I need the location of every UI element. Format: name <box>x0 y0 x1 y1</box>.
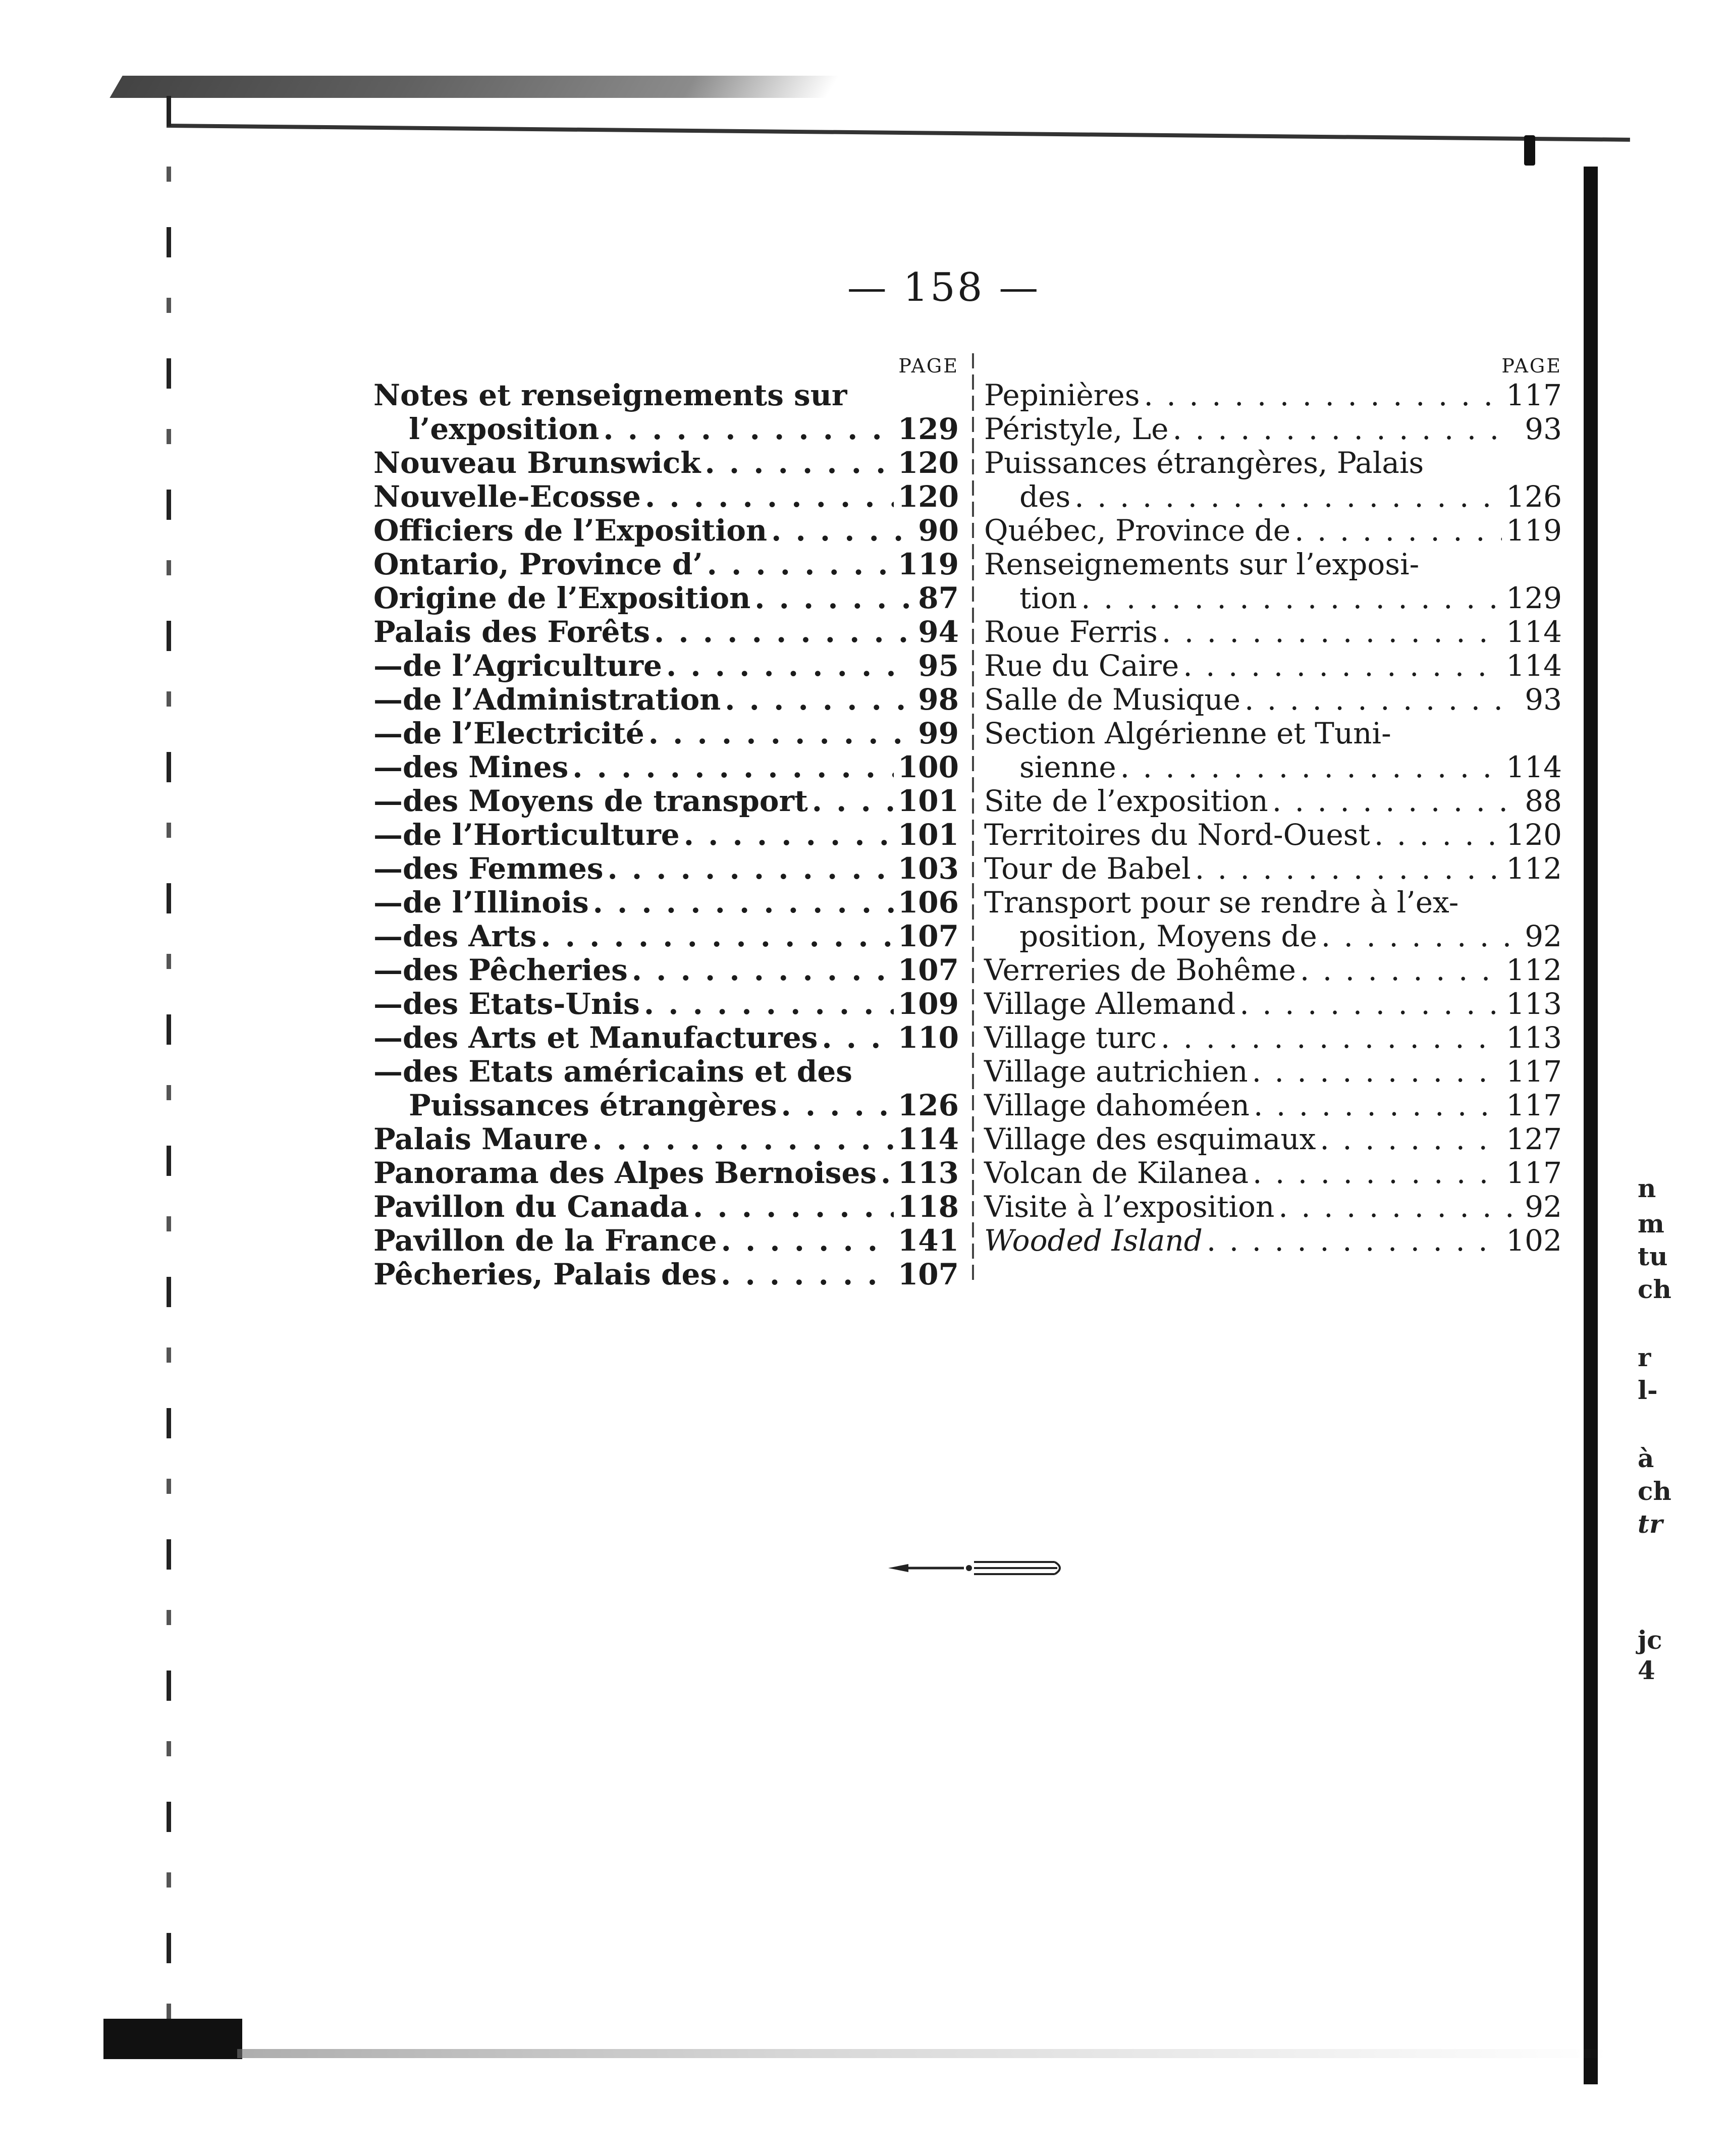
bleed-through-text: tu <box>1638 1242 1668 1271</box>
index-entry <box>373 1190 959 1224</box>
index-entry-label: Pavillon de la France <box>373 1223 717 1258</box>
index-entry-label: Verreries de Bohême <box>984 953 1296 987</box>
index-entry <box>984 514 1562 548</box>
index-entry <box>984 649 1562 683</box>
index-entry-list <box>373 379 959 1291</box>
index-entry-label: Puissances étrangères <box>409 1088 777 1122</box>
index-entry-page: 101 <box>897 784 959 818</box>
index-entry-page: 94 <box>918 615 959 649</box>
column-header: PAGE <box>1501 355 1562 377</box>
index-entry <box>373 784 959 818</box>
dot-leader <box>593 886 894 920</box>
index-entry-page: 129 <box>1506 581 1562 615</box>
scan-artifact-top-bar <box>110 76 839 98</box>
index-entry-page: 120 <box>897 446 959 480</box>
dot-leader <box>1245 683 1513 717</box>
index-entry-page: 113 <box>897 1156 959 1190</box>
dot-leader <box>572 750 894 784</box>
index-entry-page: 120 <box>897 479 959 514</box>
index-entry-label: Ontario, Province d’ <box>373 547 703 581</box>
index-entry <box>984 1089 1562 1122</box>
index-entry <box>373 514 959 548</box>
index-entry-page: 100 <box>897 750 959 784</box>
index-entry <box>984 480 1562 514</box>
dot-leader <box>705 446 893 480</box>
index-entry-label: Wooded Island <box>984 1223 1203 1258</box>
bleed-through-text: ch <box>1638 1476 1671 1506</box>
dot-leader <box>1300 953 1502 987</box>
index-entry-page: 92 <box>1525 1190 1562 1224</box>
scan-artifact-right-bar <box>1584 167 1598 2084</box>
index-entry <box>984 1122 1562 1156</box>
index-entry-label: Site de l’exposition <box>984 784 1268 818</box>
index-entry-label: Origine de l’Exposition <box>373 581 751 615</box>
dot-leader <box>1195 852 1502 886</box>
index-entry <box>984 818 1562 852</box>
dot-leader <box>721 1224 894 1258</box>
index-entry <box>984 412 1562 446</box>
index-entry <box>373 446 959 480</box>
index-entry-label: —de l’Administration <box>373 682 721 717</box>
dot-leader <box>1161 1021 1502 1055</box>
index-entry-label: position, Moyens de <box>1019 919 1317 953</box>
dot-leader <box>822 1021 894 1055</box>
index-entry-label: Volcan de Kilanea <box>984 1156 1249 1190</box>
index-entry-label: Palais des Forêts <box>373 615 651 649</box>
index-entry-label: Officiers de l’Exposition <box>373 513 768 548</box>
index-entry-label: Pêcheries, Palais des <box>373 1257 717 1291</box>
column-header: PAGE <box>898 355 959 377</box>
index-entry-page: 88 <box>1525 784 1562 818</box>
index-entry-label: sienne <box>1019 750 1116 784</box>
index-entry-label: —des Moyens de transport <box>373 784 808 818</box>
index-entry <box>984 1055 1562 1089</box>
index-entry-page: 119 <box>1506 513 1562 548</box>
scan-artifact-top-line <box>167 124 1630 142</box>
dot-leader <box>645 480 894 514</box>
scan-artifact-ink-mark <box>1524 135 1535 166</box>
index-entry-list <box>984 379 1562 1258</box>
dot-leader <box>1321 920 1513 953</box>
dot-leader <box>1374 818 1502 852</box>
bleed-through-text: à <box>1638 1443 1654 1473</box>
index-entry-page: 112 <box>1506 953 1562 987</box>
dot-leader <box>771 514 910 548</box>
index-entry <box>373 581 959 615</box>
index-entry-page: 107 <box>897 919 959 953</box>
index-entry-page: 109 <box>897 987 959 1021</box>
index-entry-label: des <box>1019 479 1071 514</box>
index-entry <box>984 548 1562 581</box>
index-entry <box>373 412 959 446</box>
dot-leader <box>1320 1122 1502 1156</box>
index-entry-label: Roue Ferris <box>984 615 1158 649</box>
index-entry-page: 120 <box>1506 818 1562 852</box>
index-entry <box>373 1156 959 1190</box>
index-entry-label: Village turc <box>984 1020 1157 1055</box>
index-entry-label: —des Pêcheries <box>373 953 628 987</box>
index-entry-label: —des Mines <box>373 750 569 784</box>
index-entry-page: 93 <box>1525 682 1562 717</box>
scan-artifact-bottom-smudge <box>237 2049 1610 2058</box>
bleed-through-text: tr <box>1638 1509 1663 1539</box>
index-entry-page: 126 <box>1506 479 1562 514</box>
dot-leader <box>632 953 894 987</box>
index-entry-page: 117 <box>1506 1054 1562 1089</box>
dot-leader <box>707 548 894 581</box>
index-entry-label: Section Algérienne et Tuni- <box>984 716 1391 750</box>
dot-leader <box>721 1258 894 1291</box>
dot-leader <box>1252 1055 1502 1089</box>
dot-leader <box>725 683 910 717</box>
index-entry-label: Nouveau Brunswick <box>373 446 701 480</box>
dot-leader <box>592 1122 894 1156</box>
index-entry <box>373 480 959 514</box>
dot-leader <box>1278 1190 1513 1224</box>
index-entry <box>984 1021 1562 1055</box>
dot-leader <box>1254 1089 1502 1122</box>
index-entry <box>373 1122 959 1156</box>
index-entry-page: 114 <box>897 1122 959 1156</box>
index-entry-page: 92 <box>1525 919 1562 953</box>
index-entry <box>373 379 959 412</box>
dot-leader <box>608 852 894 886</box>
index-entry-label: Notes et renseignements sur <box>373 378 847 412</box>
bleed-through-text: l- <box>1638 1375 1658 1405</box>
dot-leader <box>754 581 910 615</box>
index-entry-page: 110 <box>897 1020 959 1055</box>
index-entry <box>373 1224 959 1258</box>
index-column-right <box>984 353 1562 1258</box>
dot-leader <box>693 1190 894 1224</box>
scan-artifact-bottom-left-block <box>103 2019 242 2059</box>
index-entry <box>373 818 959 852</box>
index-entry-page: 114 <box>1506 615 1562 649</box>
index-entry-page: 93 <box>1525 412 1562 446</box>
index-entry <box>373 717 959 750</box>
dot-leader <box>1081 581 1502 615</box>
index-entry-page: 103 <box>897 851 959 886</box>
index-entry-label: Renseignements sur l’exposi- <box>984 547 1420 581</box>
index-entry-label: Rue du Caire <box>984 649 1179 683</box>
bleed-through-text: n <box>1638 1173 1656 1203</box>
index-entry <box>373 649 959 683</box>
index-entry-label: —des Etats-Unis <box>373 987 640 1021</box>
index-entry-label: Pavillon du Canada <box>373 1190 689 1224</box>
index-entry-page: 141 <box>897 1223 959 1258</box>
index-entry <box>984 379 1562 412</box>
index-entry <box>984 784 1562 818</box>
dot-leader <box>812 784 894 818</box>
index-entry <box>373 1258 959 1291</box>
index-entry-label: tion <box>1019 581 1077 615</box>
dot-leader <box>1162 615 1502 649</box>
index-entry-label: —des Femmes <box>373 851 604 886</box>
index-entry-label: Transport pour se rendre à l’ex- <box>984 885 1459 920</box>
index-entry-label: l’exposition <box>409 412 600 446</box>
index-entry-label: Village dahoméen <box>984 1088 1250 1122</box>
index-entry-label: Péristyle, Le <box>984 412 1169 446</box>
index-entry <box>984 683 1562 717</box>
index-entry <box>373 1021 959 1055</box>
index-entry-label: Tour de Babel <box>984 851 1191 886</box>
index-entry-label: —de l’Illinois <box>373 885 589 920</box>
dot-leader <box>1253 1156 1502 1190</box>
index-entry <box>984 1156 1562 1190</box>
bleed-through-text: m <box>1638 1209 1664 1238</box>
index-entry <box>373 683 959 717</box>
index-entry <box>373 548 959 581</box>
index-entry <box>373 1089 959 1122</box>
index-entry <box>984 750 1562 784</box>
index-entry-page: 118 <box>897 1190 959 1224</box>
index-entry-label: Panorama des Alpes Bernoises <box>373 1156 877 1190</box>
dot-leader <box>540 920 894 953</box>
bleed-through-text: 4 <box>1638 1655 1655 1685</box>
dot-leader <box>684 818 894 852</box>
index-entry <box>373 615 959 649</box>
index-entry-page: 117 <box>1506 378 1562 412</box>
dot-leader <box>666 649 910 683</box>
index-entry-page: 119 <box>897 547 959 581</box>
index-entry <box>984 1190 1562 1224</box>
dot-leader <box>603 412 894 446</box>
index-entry <box>984 987 1562 1021</box>
dot-leader <box>1239 987 1502 1021</box>
index-entry-label: —de l’Electricité <box>373 716 644 750</box>
bleed-through-text: r <box>1638 1342 1651 1372</box>
dot-leader <box>1183 649 1502 683</box>
index-entry <box>984 581 1562 615</box>
index-entry-label: Village des esquimaux <box>984 1122 1316 1156</box>
index-entry-page: 117 <box>1506 1088 1562 1122</box>
dot-leader <box>1294 514 1502 548</box>
index-entry-label: Village autrichien <box>984 1054 1248 1089</box>
index-entry-page: 90 <box>918 513 959 548</box>
index-entry-page: 99 <box>918 716 959 750</box>
index-entry-label: —des Arts et Manufactures <box>373 1020 818 1055</box>
index-entry <box>984 953 1562 987</box>
index-entry-label: Québec, Province de <box>984 513 1291 548</box>
index-entry <box>984 615 1562 649</box>
index-entry-page: 98 <box>918 682 959 717</box>
index-entry-label: Village Allemand <box>984 987 1236 1021</box>
index-entry <box>984 717 1562 750</box>
dot-leader <box>1172 412 1513 446</box>
index-entry-page: 87 <box>918 581 959 615</box>
index-entry <box>984 1224 1562 1258</box>
index-entry-label: —de l’Agriculture <box>373 649 662 683</box>
column-divider <box>972 353 974 1284</box>
index-entry <box>373 920 959 953</box>
index-entry-page: 107 <box>897 953 959 987</box>
index-entry-page: 114 <box>1506 649 1562 683</box>
index-entry-label: —de l’Horticulture <box>373 818 680 852</box>
index-entry-label: —des Arts <box>373 919 537 953</box>
dot-leader <box>648 717 910 750</box>
page-number: — 158 — <box>847 265 1041 310</box>
index-entry-label: Nouvelle-Ecosse <box>373 479 641 514</box>
index-entry-label: —des Etats américains et des <box>373 1054 852 1089</box>
index-entry-page: 114 <box>1506 750 1562 784</box>
index-entry <box>373 750 959 784</box>
dot-leader <box>781 1089 894 1122</box>
index-entry-page: 95 <box>918 649 959 683</box>
index-entry-page: 126 <box>897 1088 959 1122</box>
index-entry-label: Puissances étrangères, Palais <box>984 446 1424 480</box>
index-entry-label: Palais Maure <box>373 1122 588 1156</box>
index-entry-page: 101 <box>897 818 959 852</box>
index-entry-page: 113 <box>1506 1020 1562 1055</box>
dot-leader <box>644 987 894 1021</box>
index-entry <box>373 886 959 920</box>
dot-leader <box>1144 379 1502 412</box>
index-entry <box>373 852 959 886</box>
index-entry-label: Pepinières <box>984 378 1140 412</box>
index-entry-page: 117 <box>1506 1156 1562 1190</box>
bleed-through-text: jc <box>1638 1625 1662 1655</box>
bleed-through-text: ch <box>1638 1274 1671 1304</box>
scan-artifact-left-edge <box>167 96 171 2064</box>
index-entry <box>984 446 1562 480</box>
dot-leader <box>654 615 910 649</box>
dot-leader <box>1207 1224 1502 1258</box>
index-entry-label: Salle de Musique <box>984 682 1240 717</box>
index-entry <box>373 1055 959 1089</box>
dot-leader <box>881 1156 894 1190</box>
index-entry-page: 129 <box>897 412 959 446</box>
index-entry-page: 107 <box>897 1257 959 1291</box>
index-entry-page: 102 <box>1506 1223 1562 1258</box>
index-entry-label: Territoires du Nord-Ouest <box>984 818 1370 852</box>
index-entry-page: 127 <box>1506 1122 1562 1156</box>
index-entry <box>984 852 1562 886</box>
index-entry-page: 106 <box>897 885 959 920</box>
index-entry <box>373 953 959 987</box>
index-entry-page: 112 <box>1506 851 1562 886</box>
dot-leader <box>1120 750 1502 784</box>
dot-leader <box>1272 784 1513 818</box>
dot-leader <box>1074 480 1502 514</box>
index-entry-label: Visite à l’exposition <box>984 1190 1275 1224</box>
index-entry-page: 113 <box>1506 987 1562 1021</box>
index-entry <box>984 886 1562 920</box>
index-entry <box>984 920 1562 953</box>
index-entry <box>373 987 959 1021</box>
ornament-flourish <box>888 1557 1065 1579</box>
index-column-left <box>373 353 959 1291</box>
